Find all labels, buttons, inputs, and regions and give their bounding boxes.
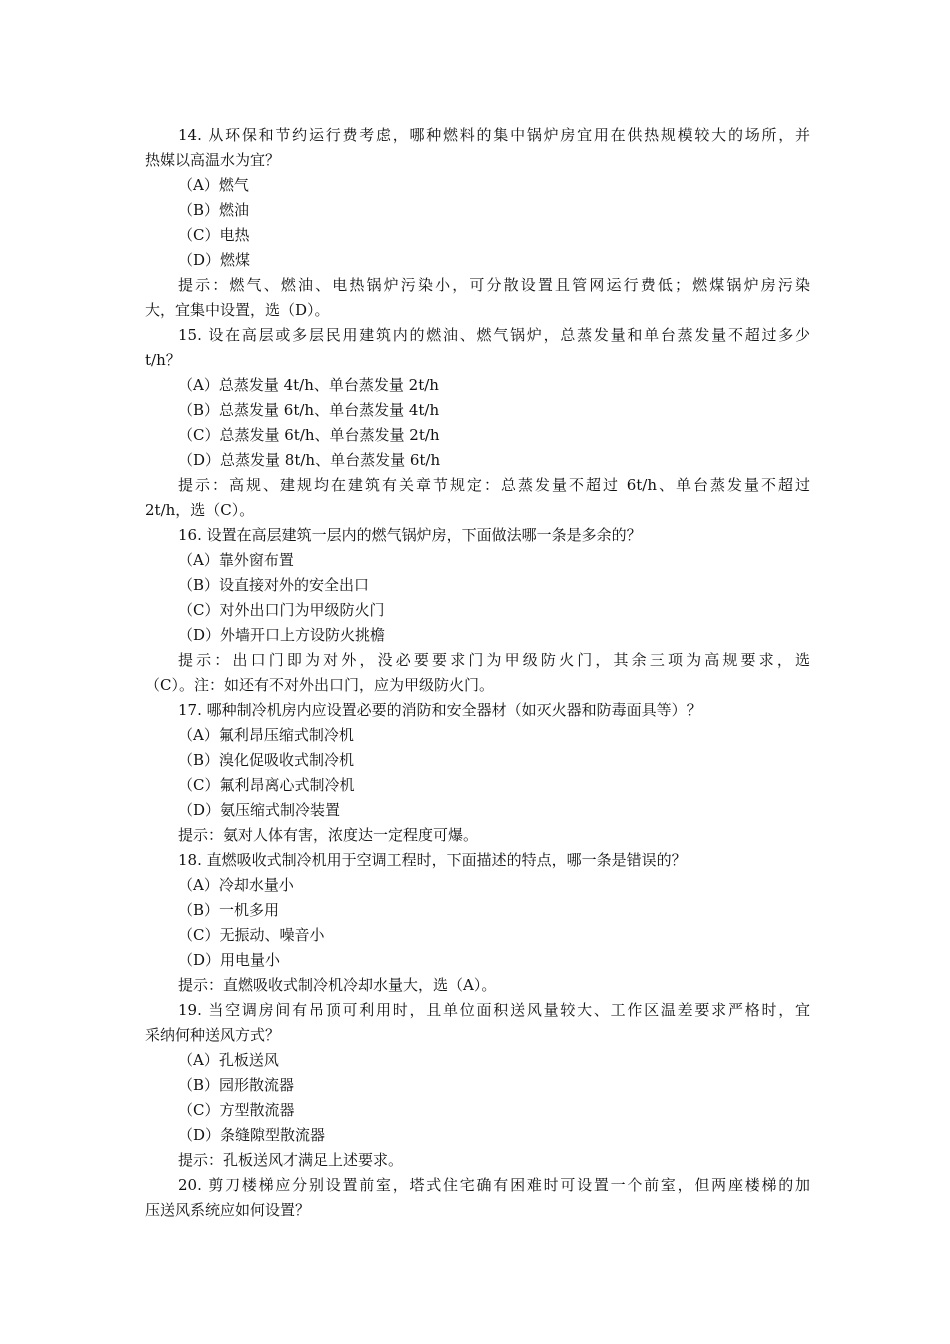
answer-option: （C）无振动、噪音小	[178, 926, 325, 944]
answer-option: （B）总蒸发量 6t/h、单台蒸发量 4t/h	[178, 401, 440, 419]
answer-option: （D）氨压缩式制冷装置	[178, 801, 341, 819]
hint-text: 提示：出口门即为对外，没必要要求门为甲级防火门，其余三项为高规要求，选	[178, 651, 810, 669]
answer-option: （C）总蒸发量 6t/h、单台蒸发量 2t/h	[178, 426, 440, 444]
continuation-text: 采纳何种送风方式？	[145, 1026, 281, 1044]
question-text: 19. 当空调房间有吊顶可利用时，且单位面积送风量较大、工作区温差要求严格时，宜	[178, 1001, 810, 1019]
hint-text: 提示：孔板送风才满足上述要求。	[178, 1151, 404, 1169]
answer-option: （A）燃气	[178, 176, 249, 194]
question-text: 15. 设在高层或多层民用建筑内的燃油、燃气锅炉，总蒸发量和单台蒸发量不超过多少	[178, 326, 810, 344]
hint-text: 提示：高规、建规均在建筑有关章节规定：总蒸发量不超过 6t/h、单台蒸发量不超过	[178, 476, 810, 494]
answer-option: （C）氟利昂离心式制冷机	[178, 776, 355, 794]
answer-option: （C）对外出口门为甲级防火门	[178, 601, 385, 619]
continuation-text: 压送风系统应如何设置？	[145, 1201, 311, 1219]
answer-option: （B）一机多用	[178, 901, 280, 919]
answer-option: （A）总蒸发量 4t/h、单台蒸发量 2t/h	[178, 376, 439, 394]
continuation-text: t/h？	[145, 351, 181, 369]
answer-option: （D）外墙开口上方设防火挑檐	[178, 626, 386, 644]
answer-option: （D）用电量小	[178, 951, 281, 969]
answer-option: （B）溴化促吸收式制冷机	[178, 751, 355, 769]
answer-option: （B）园形散流器	[178, 1076, 295, 1094]
answer-option: （D）燃煤	[178, 251, 251, 269]
answer-option: （A）孔板送风	[178, 1051, 279, 1069]
continuation-text: 2t/h，选（C）。	[145, 501, 255, 519]
answer-option: （B）设直接对外的安全出口	[178, 576, 370, 594]
answer-option: （C）电热	[178, 226, 250, 244]
answer-option: （C）方型散流器	[178, 1101, 295, 1119]
continuation-text: （C）。注：如还有不对外出口门，应为甲级防火门。	[145, 676, 494, 694]
answer-option: （D）条缝隙型散流器	[178, 1126, 326, 1144]
question-text: 20. 剪刀楼梯应分别设置前室，塔式住宅确有困难时可设置一个前室，但两座楼梯的加	[178, 1176, 810, 1194]
answer-option: （A）冷却水量小	[178, 876, 294, 894]
continuation-text: 热媒以高温水为宜？	[145, 151, 281, 169]
hint-text: 提示：燃气、燃油、电热锅炉污染小，可分散设置且管网运行费低；燃煤锅炉房污染	[178, 276, 810, 294]
answer-option: （D）总蒸发量 8t/h、单台蒸发量 6t/h	[178, 451, 441, 469]
question-text: 17. 哪种制冷机房内应设置必要的消防和安全器材（如灭火器和防毒面具等）？	[178, 701, 702, 719]
answer-option: （B）燃油	[178, 201, 250, 219]
question-text: 18. 直燃吸收式制冷机用于空调工程时，下面描述的特点，哪一条是错误的？	[178, 851, 687, 869]
document-body	[145, 123, 810, 1223]
answer-option: （A）靠外窗布置	[178, 551, 294, 569]
continuation-text: 大，宜集中设置，选（D）。	[145, 301, 330, 319]
hint-text: 提示：直燃吸收式制冷机冷却水量大，选（A）。	[178, 976, 497, 994]
answer-option: （A）氟利昂压缩式制冷机	[178, 726, 354, 744]
question-text: 14. 从环保和节约运行费考虑，哪种燃料的集中锅炉房宜用在供热规模较大的场所，并	[178, 126, 810, 144]
hint-text: 提示：氨对人体有害，浓度达一定程度可爆。	[178, 826, 479, 844]
question-text: 16. 设置在高层建筑一层内的燃气锅炉房，下面做法哪一条是多余的？	[178, 526, 642, 544]
